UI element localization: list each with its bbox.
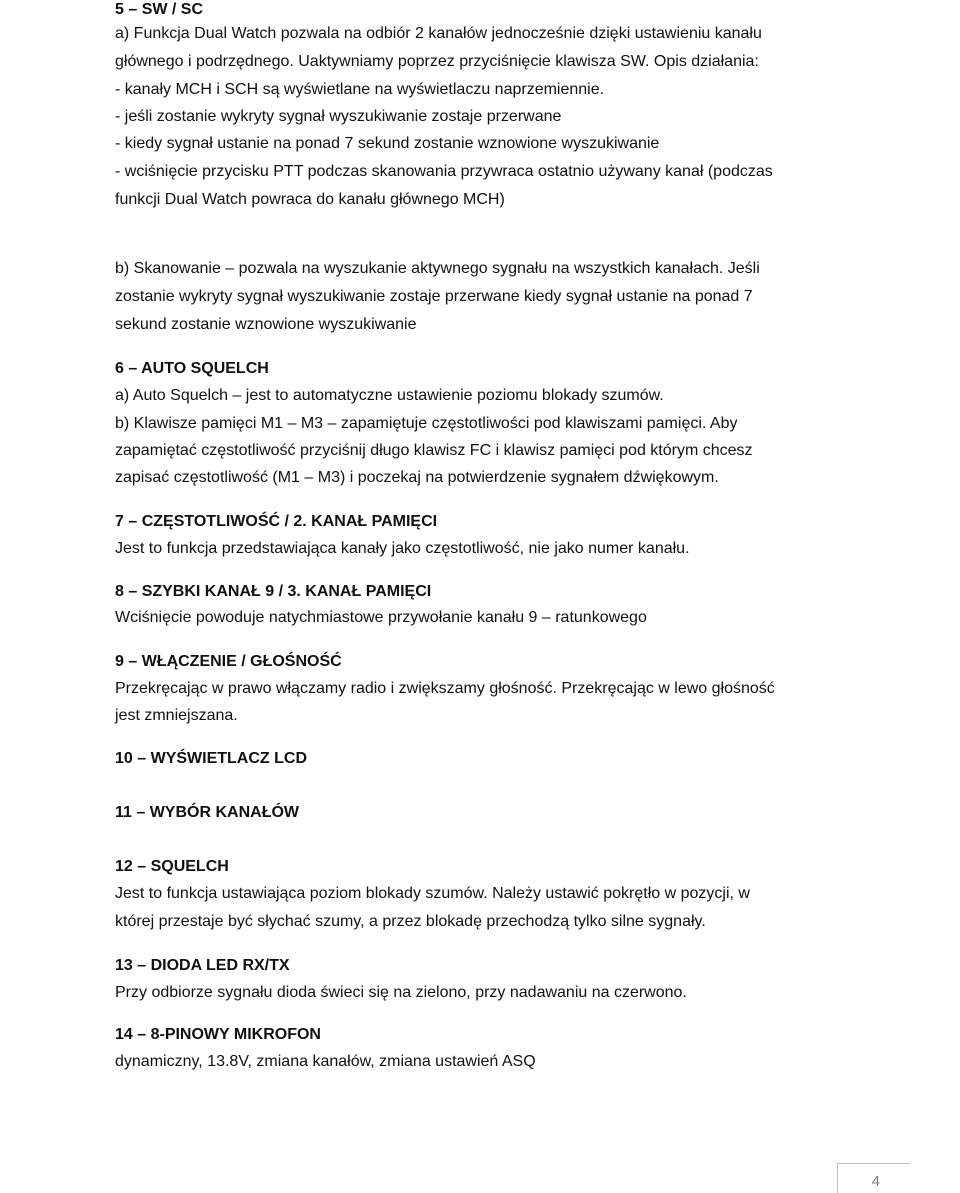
paragraph-line: sekund zostanie wznowione wyszukiwanie	[115, 316, 417, 333]
paragraph-line: b) Skanowanie – pozwala na wyszukanie aktywnego sygnału na wszystkich kanałach. Jeśli	[115, 260, 760, 277]
paragraph-line: dynamiczny, 13.8V, zmiana kanałów, zmiana ustawień ASQ	[115, 1053, 536, 1070]
paragraph-line: a) Auto Squelch – jest to automatyczne ustawienie poziomu blokady szumów.	[115, 387, 664, 404]
page-number-box	[837, 1163, 910, 1193]
section-heading-9: 9 – WŁĄCZENIE / GŁOŚNOŚĆ	[115, 653, 342, 670]
paragraph-line: Jest to funkcja przedstawiająca kanały jako częstotliwość, nie jako numer kanału.	[115, 540, 690, 557]
paragraph-line: której przestaje być słychać szumy, a przez blokadę przechodzą tylko silne sygnały.	[115, 913, 706, 930]
paragraph-line: Przy odbiorze sygnału dioda świeci się na zielono, przy nadawaniu na czerwono.	[115, 984, 687, 1001]
paragraph-line: zapisać częstotliwość (M1 – M3) i poczekaj na potwierdzenie sygnałem dźwiękowym.	[115, 469, 719, 486]
paragraph-line: b) Klawisze pamięci M1 – M3 – zapamiętuje częstotliwości pod klawiszami pamięci. Aby	[115, 415, 738, 432]
paragraph-line: głównego i podrzędnego. Uaktywniamy poprzez przyciśnięcie klawisza SW. Opis działania:	[115, 53, 759, 70]
section-heading-11: 11 – WYBÓR KANAŁÓW	[115, 804, 300, 821]
paragraph-line: Jest to funkcja ustawiająca poziom blokady szumów. Należy ustawić pokrętło w pozycji, w	[115, 885, 750, 902]
section-heading-13: 13 – DIODA LED RX/TX	[115, 957, 290, 974]
paragraph-line: - kiedy sygnał ustanie na ponad 7 sekund zostanie wznowione wyszukiwanie	[115, 135, 660, 152]
page-number: 4	[871, 1173, 880, 1190]
paragraph-line: funkcji Dual Watch powraca do kanału głównego MCH)	[115, 191, 505, 208]
section-heading-5: 5 – SW / SC	[115, 1, 204, 18]
section-heading-7: 7 – CZĘSTOTLIWOŚĆ / 2. KANAŁ PAMIĘCI	[115, 513, 438, 530]
paragraph-line: - kanały MCH i SCH są wyświetlane na wyświetlaczu naprzemiennie.	[115, 81, 605, 98]
paragraph-line: a) Funkcja Dual Watch pozwala na odbiór 2 kanałów jednocześnie dzięki ustawieniu kanału	[115, 25, 762, 42]
section-heading-14: 14 – 8-PINOWY MIKROFON	[115, 1026, 321, 1043]
paragraph-line: - wciśnięcie przycisku PTT podczas skanowania przywraca ostatnio używany kanał (podczas	[115, 163, 773, 180]
section-heading-8: 8 – SZYBKI KANAŁ 9 / 3. KANAŁ PAMIĘCI	[115, 583, 432, 600]
paragraph-line: jest zmniejszana.	[115, 707, 238, 724]
section-heading-12: 12 – SQUELCH	[115, 858, 229, 875]
paragraph-line: Wciśnięcie powoduje natychmiastowe przywołanie kanału 9 – ratunkowego	[115, 609, 647, 626]
paragraph-line: zapamiętać częstotliwość przyciśnij długo klawisz FC i klawisz pamięci pod którym chcesz	[115, 442, 753, 459]
section-heading-6: 6 – AUTO SQUELCH	[115, 360, 269, 377]
paragraph-line: Przekręcając w prawo włączamy radio i zwiększamy głośność. Przekręcając w lewo głośność	[115, 680, 775, 697]
paragraph-line: - jeśli zostanie wykryty sygnał wyszukiwanie zostaje przerwane	[115, 108, 562, 125]
paragraph-line: zostanie wykryty sygnał wyszukiwanie zostaje przerwane kiedy sygnał ustanie na ponad 7	[115, 288, 753, 305]
section-heading-10: 10 – WYŚWIETLACZ LCD	[115, 750, 308, 767]
